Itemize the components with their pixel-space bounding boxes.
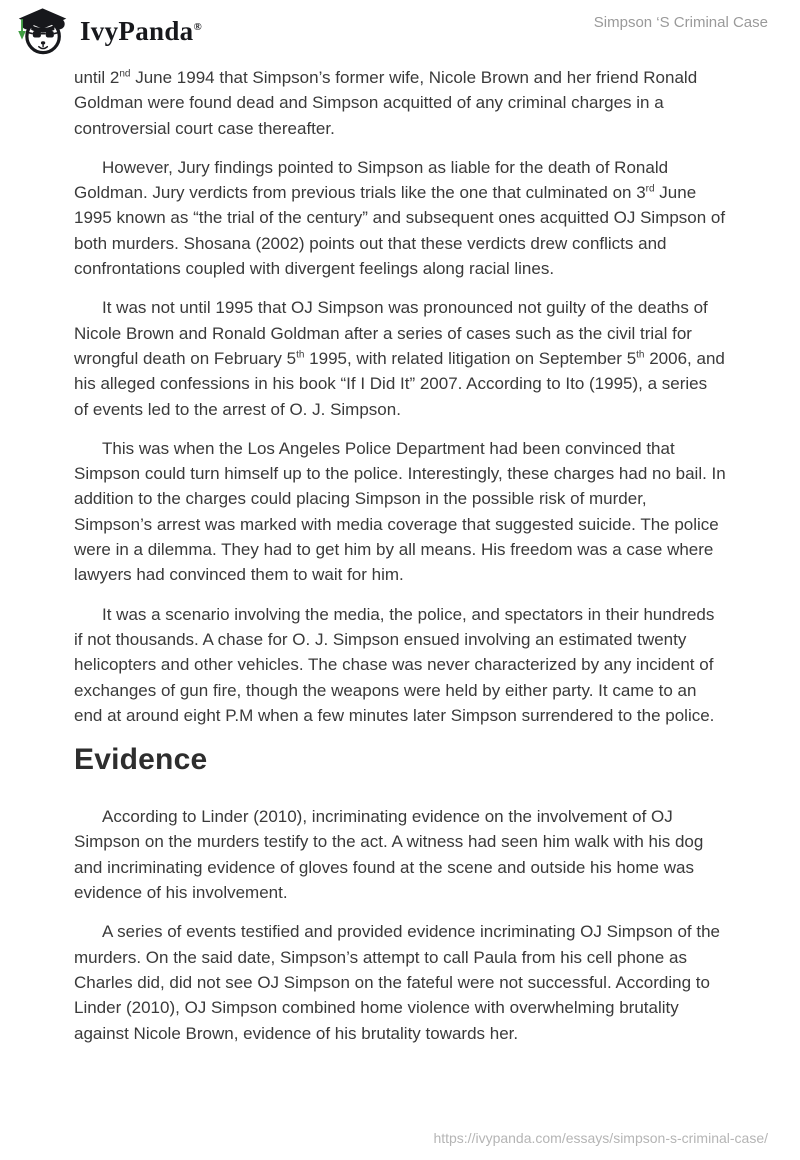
essay-paragraph: It was a scenario involving the media, the police, and spectators in their hundreds if not thousands. A chase for O. J. Simpson ensued involving an estimated twenty helicopters and other vehicles. The chase was never characterized by any incident of exchanges of gun fire, though the weapons were held by either party. It came to an end at around eight P.M when a few minutes later Simpson surrendered to the police.	[74, 604, 715, 725]
source-url-link[interactable]: https://ivypanda.com/essays/simpson-s-criminal-case/	[433, 1130, 768, 1146]
essay-paragraph: However, Jury findings pointed to Simpson as liable for the death of Ronald Goldman. Jury verdicts from previous trials like the one that culminated on 3rd June 1995 known as “the trial of the century” and subsequent ones acquitted OJ Simpson of both murders. Shosana (2002) points out that these verdicts drew conflicts and confrontations coupled with divergent feelings along racial lines.	[74, 157, 726, 279]
essay-paragraph: until 2nd June 1994 that Simpson’s former wife, Nicole Brown and her friend Ronald Goldman were found dead and Simpson acquitted of any criminal charges in a controversial court case thereafter.	[74, 68, 698, 138]
panda-graduate-icon	[14, 4, 70, 58]
brand-name	[80, 16, 202, 47]
section-heading: Evidence	[74, 743, 208, 777]
page-header	[0, 0, 800, 58]
registered-trademark: ®	[193, 20, 202, 33]
document-title: Simpson ‘S Criminal Case	[593, 14, 768, 31]
essay-content	[74, 58, 726, 1046]
essay-paragraph: A series of events testified and provided evidence incriminating OJ Simpson of the murders. On the said date, Simpson’s attempt to call Paula from his cell phone as Charles did, did not see OJ Simpson on the fateful were not successful. According to Linder (2010), OJ Simpson combined home violence with overwhelming brutality against Nicole Brown, evidence of his brutality towards her.	[74, 922, 721, 1043]
essay-paragraph: This was when the Los Angeles Police Department had been convinced that Simpson could turn himself up to the police. Interestingly, these charges had no bail. In addition to the charges could placing Simpson in the possible risk of murder, Simpson’s arrest was marked with media coverage that suggested suicide. The police were in a dilemma. They had to get him by all means. His freedom was a case where lawyers had convinced them to wait for him.	[74, 438, 726, 585]
brand-text: IvyPanda	[80, 15, 194, 46]
brand	[14, 4, 202, 58]
essay-paragraph: According to Linder (2010), incriminating evidence on the involvement of OJ Simpson on the murders testify to the act. A witness had seen him walk with his dog and incriminating evidence of gloves found at the scene and outside his home was evidence of his involvement.	[74, 807, 704, 903]
essay-paragraph: It was not until 1995 that OJ Simpson was pronounced not guilty of the deaths of Nicole Brown and Ronald Goldman after a series of cases such as the civil trial for wrongful death on February 5th 1995, with related litigation on September 5th 2006, and his alleged confessions in his book “If I Did It” 2007. According to Ito (1995), a series of events led to the arrest of O. J. Simpson.	[74, 298, 725, 419]
page-footer	[433, 1130, 768, 1148]
